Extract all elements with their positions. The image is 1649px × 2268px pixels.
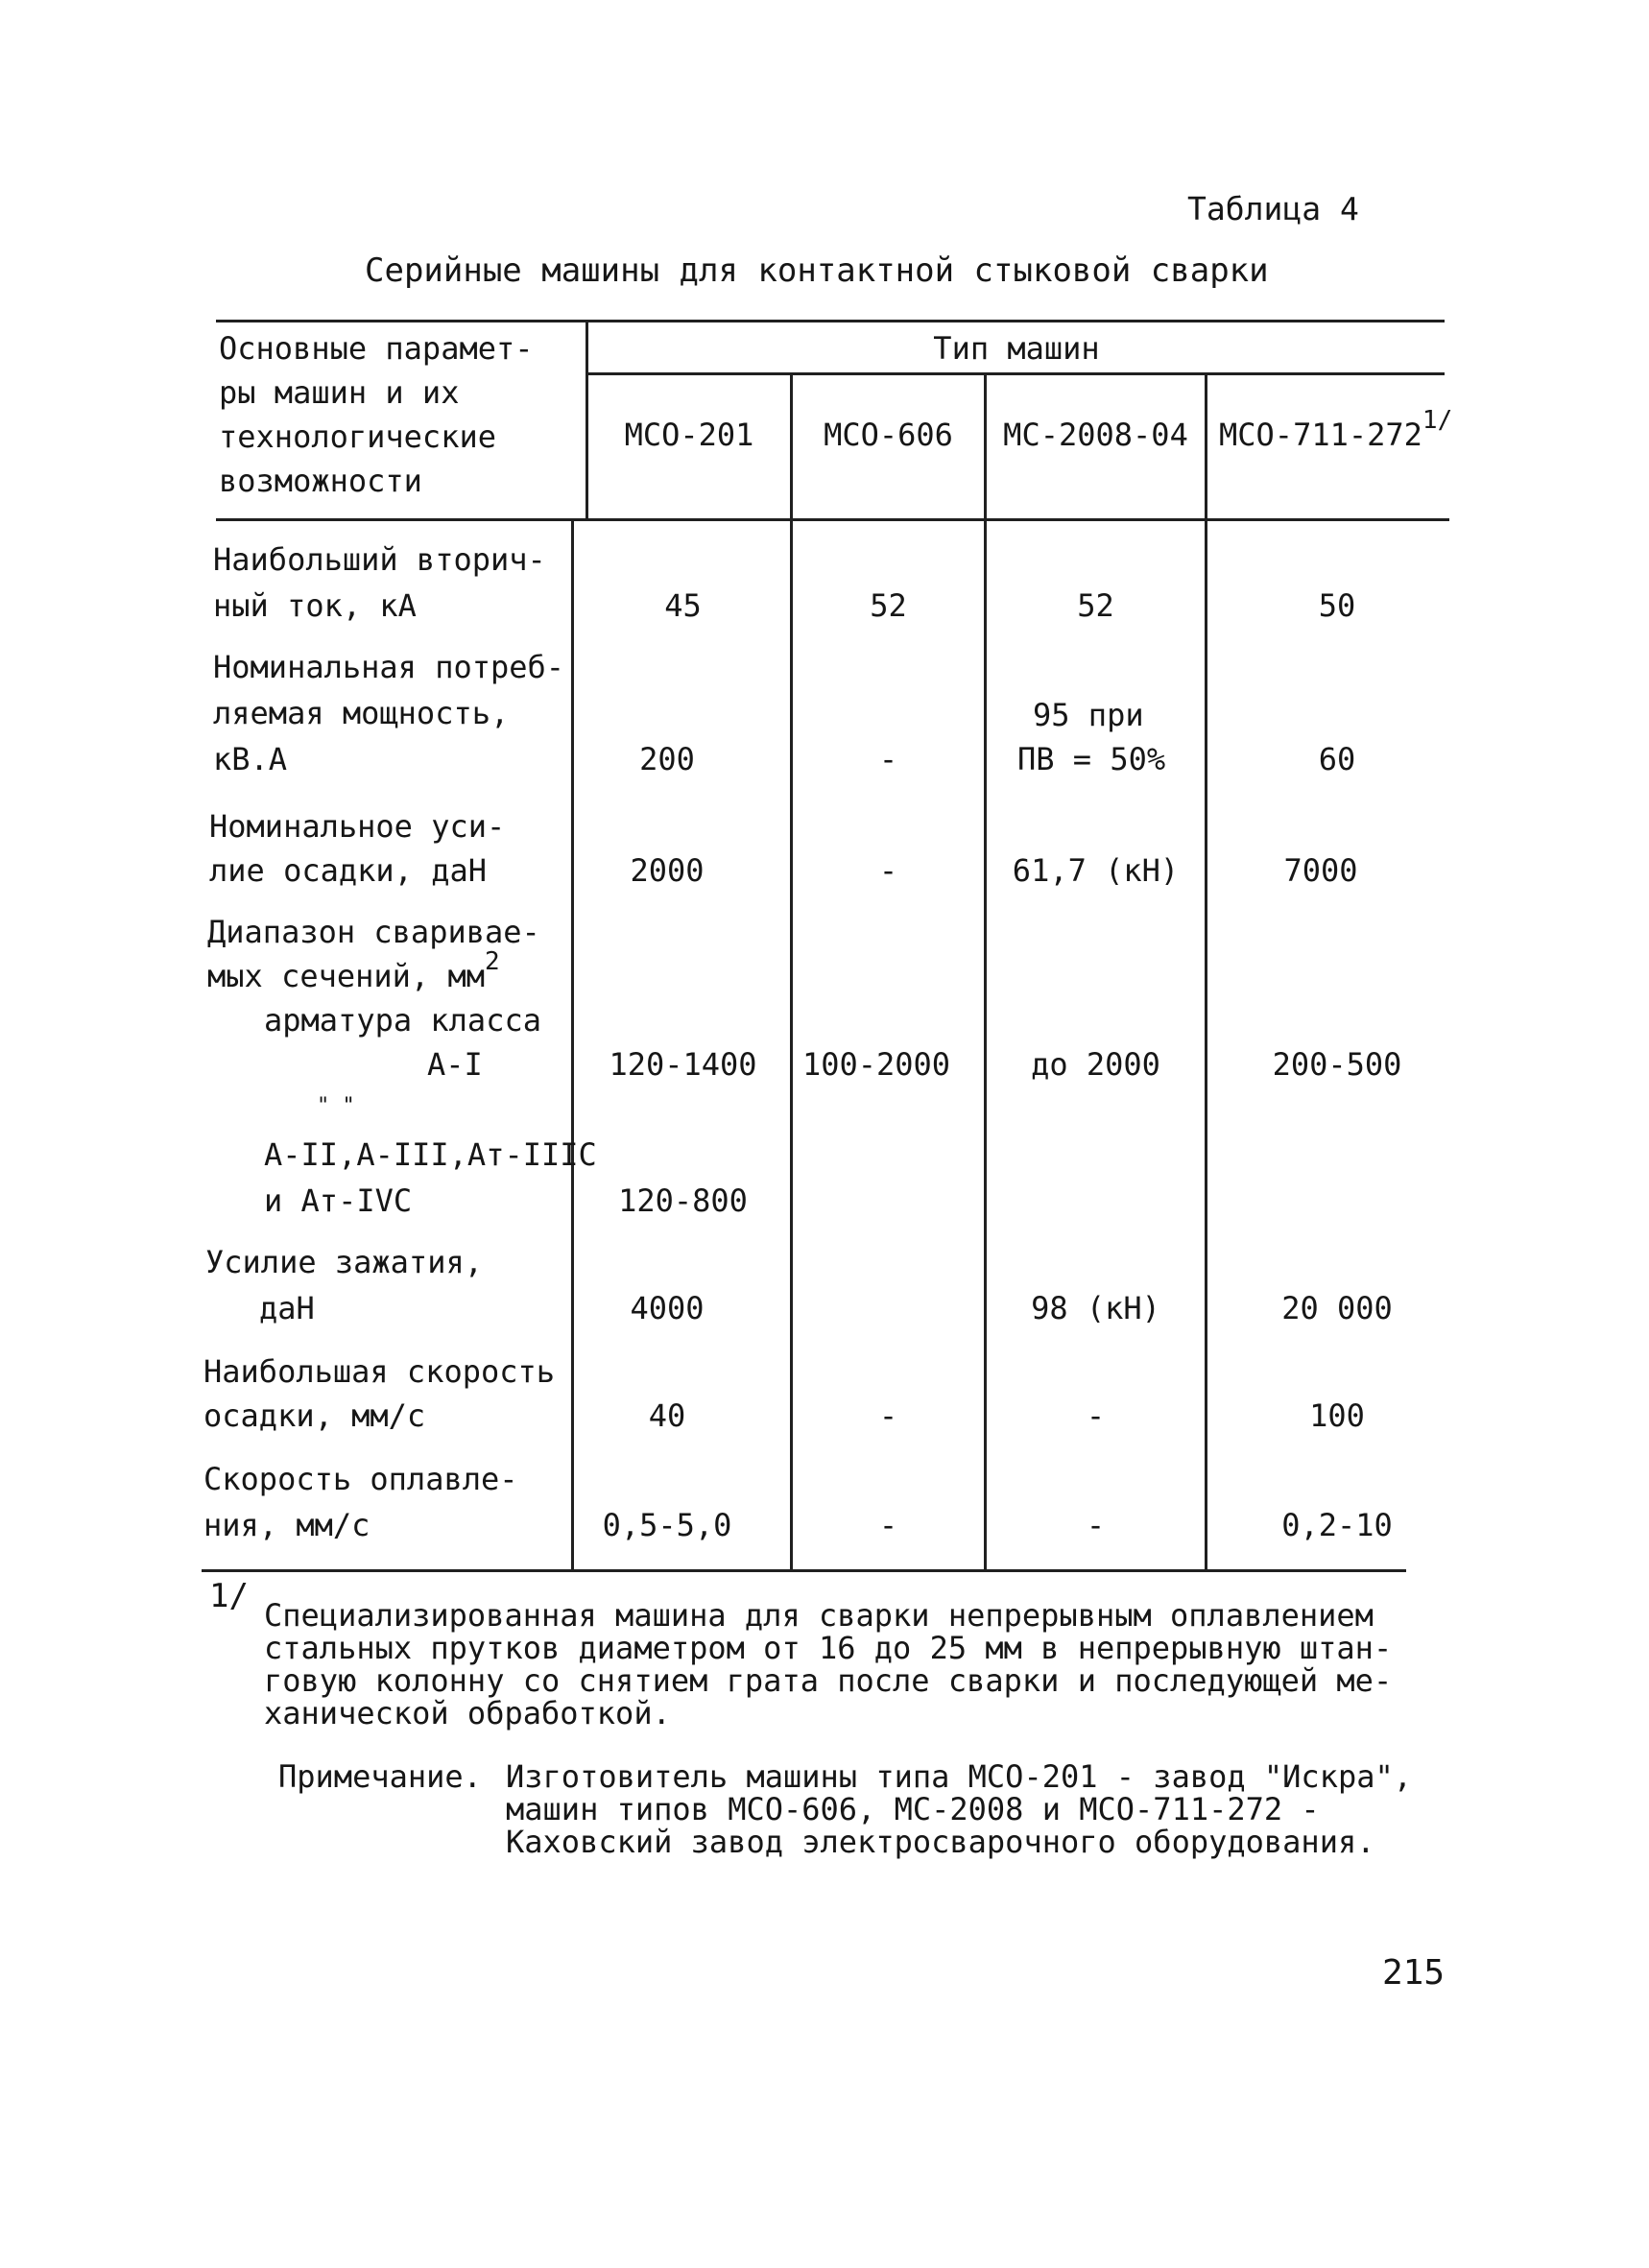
- row4-sub1-line-1: арматура класса: [264, 1002, 541, 1039]
- row3-value-1: 2000: [630, 852, 705, 889]
- divider-params: [571, 518, 574, 1572]
- footnote-line-1: Специализированная машина для сварки непрерывным оплавлением: [264, 1597, 1374, 1634]
- header-bottom-rule: [216, 518, 1449, 521]
- row2-label-line-2: ляемая мощность,: [213, 695, 510, 731]
- row5-value-3: 98 (кН): [1031, 1290, 1160, 1326]
- header-machine-2: МСО-606: [824, 417, 953, 453]
- row2-value-3: 95 при: [1033, 697, 1144, 733]
- page-number: 215: [1382, 1953, 1446, 1993]
- header-footnote-mark: 1/: [1422, 406, 1453, 435]
- note-line-3: Каховский завод электросварочного оборудования.: [506, 1824, 1375, 1860]
- header-machine-3: МС-2008-04: [1003, 417, 1188, 453]
- header-param-line-4: возможности: [219, 463, 422, 499]
- row1-value-3: 52: [1077, 587, 1114, 624]
- row4-value-1: 120-1400: [609, 1046, 757, 1083]
- table-label: Таблица 4: [1187, 190, 1359, 227]
- row2-label-line-1: Номинальная потреб-: [213, 649, 565, 685]
- row3-label-line-2: лие осадки, даН: [209, 852, 487, 889]
- header-param-line-1: Основные парамет-: [219, 330, 534, 367]
- row3-value-3: 61,7 (кН): [1012, 852, 1180, 889]
- header-param-line-2: ры машин и их: [219, 374, 460, 411]
- row6-value-1: 40: [648, 1397, 686, 1434]
- row7-value-2: -: [878, 1507, 898, 1543]
- row1-value-1: 45: [664, 587, 702, 624]
- row3-value-4: 7000: [1283, 852, 1358, 889]
- row1-value-4: 50: [1318, 587, 1356, 624]
- row4-sub2-line-2: и Ат-IVС: [264, 1182, 413, 1219]
- row4-sub2-line-1: А-II,А-III,Ат-IIIС: [264, 1136, 597, 1173]
- footnote-line-2: стальных прутков диаметром от 16 до 25 мм в непрерывную штан-: [264, 1630, 1393, 1666]
- row7-label-line-2: ния, мм/с: [203, 1507, 370, 1543]
- row2-value-4: 60: [1318, 741, 1356, 777]
- header-machine-group: Тип машин: [933, 330, 1100, 367]
- row7-value-4: 0,2-10: [1281, 1507, 1393, 1543]
- row2-value-2: -: [878, 741, 898, 777]
- row2-value-3-extra: ПВ = 50%: [1017, 741, 1166, 777]
- row5-value-4: 20 000: [1281, 1290, 1393, 1326]
- row4-label-superscript: 2: [484, 947, 500, 976]
- row6-value-3: -: [1086, 1397, 1106, 1434]
- header-machine-1: МСО-201: [624, 417, 754, 453]
- row5-value-1: 4000: [630, 1290, 705, 1326]
- row4-sub1-line-2: А-I: [427, 1046, 483, 1083]
- header-machine-4: [1219, 406, 1453, 460]
- table-top-rule: [216, 320, 1445, 322]
- row1-label-line-1: Наибольший вторич-: [213, 541, 546, 578]
- row4-label-line-1: Диапазон сваривае-: [207, 914, 540, 950]
- row6-value-4: 100: [1309, 1397, 1365, 1434]
- row7-label-line-1: Скорость оплавле-: [203, 1461, 518, 1497]
- row4-value-3: до 2000: [1031, 1046, 1160, 1083]
- row4-sub2-value: 120-800: [618, 1182, 748, 1219]
- group-header-rule: [586, 372, 1445, 375]
- table-bottom-rule: [202, 1569, 1406, 1572]
- row2-label-line-3: кВ.А: [213, 741, 288, 777]
- row4-value-2: 100-2000: [801, 1046, 951, 1083]
- footnote-line-3: говую колонну со снятием грата после сварки и последующей ме-: [264, 1662, 1393, 1699]
- divider-col-2: [984, 372, 987, 1572]
- row2-value-1: 200: [639, 741, 695, 777]
- divider-col-1: [790, 372, 793, 1572]
- row4-label-line-2: [207, 947, 500, 1001]
- note-line-2: машин типов МСО-606, МС-2008 и МСО-711-272 -: [506, 1791, 1320, 1827]
- row1-label-line-2: ный ток, кА: [213, 587, 417, 624]
- row1-value-2: 52: [870, 587, 907, 624]
- row3-label-line-1: Номинальное уси-: [209, 808, 506, 845]
- note-label: Примечание.: [278, 1758, 482, 1795]
- footnote-mark: 1/: [209, 1577, 249, 1615]
- row7-value-1: 0,5-5,0: [602, 1507, 732, 1543]
- row4-value-4: 200-500: [1272, 1046, 1402, 1083]
- header-machine-4-label: МСО-711-272: [1219, 417, 1422, 453]
- row4-label-line-2-text: мых сечений, мм: [207, 958, 485, 994]
- row4-ditto-marks: " ": [317, 1094, 355, 1118]
- row5-label-line-1: Усилие зажатия,: [205, 1244, 483, 1280]
- note-line-1: Изготовитель машины типа МСО-201 - завод "Искра",: [506, 1758, 1413, 1795]
- row6-label-line-1: Наибольшая скорость: [203, 1353, 556, 1390]
- divider-col-3: [1205, 372, 1207, 1572]
- footnote-line-4: ханической обработкой.: [264, 1695, 671, 1731]
- table-title: Серийные машины для контактной стыковой сварки: [365, 251, 1269, 290]
- row5-label-line-2: даН: [259, 1290, 315, 1326]
- row7-value-3: -: [1086, 1507, 1106, 1543]
- row6-value-2: -: [878, 1397, 898, 1434]
- header-param-line-3: технологические: [219, 418, 496, 455]
- row3-value-2: -: [878, 852, 898, 889]
- row6-label-line-2: осадки, мм/с: [203, 1397, 426, 1434]
